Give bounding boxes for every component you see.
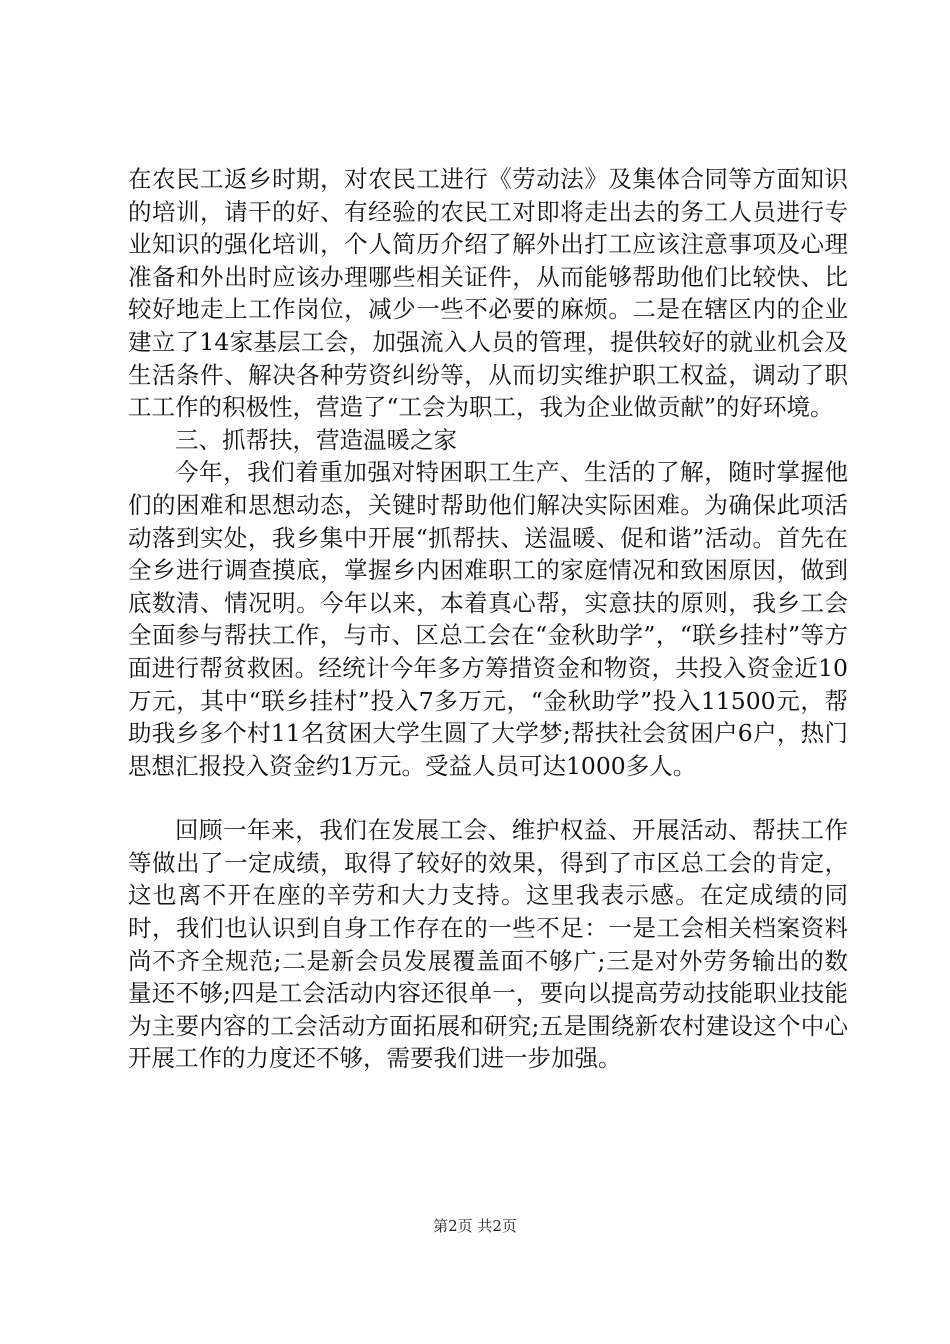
paragraph-training: 在农民工返乡时期，对农民工进行《劳动法》及集体合同等方面知识的培训，请干的好、有经验的农民工对即将走出去的务工人员进行专业知识的强化培训，个人简历介绍了解外出打工应该注意事项及心理准备和外出时应该办理哪些相关证件，从而能够帮助他们比较快、比较好地走上工作岗位，减少一些不必要的麻烦。二是在辖区内的企业建立了14家基层工会，加强流入人员的管理，提供较好的就业机会及生活条件、解决各种劳资纠纷等，从而切实维护职工权益，调动了职工工作的积极性，营造了“工会为职工，我为企业做贡献”的好环境。 [128, 165, 848, 422]
paragraph-review: 回顾一年来，我们在发展工会、维护权益、开展活动、帮扶工作等做出了一定成绩，取得了较好的效果，得到了市区总工会的肯定，这也离不开在座的辛劳和大力支持。这里我表示感。在定成绩的同时，我们也认识到自身工作存在的一些不足：一是工会相关档案资料尚不齐全规范;二是新会员发展覆盖面不够广;三是对外劳务输出的数量还不够;四是工会活动内容还很单一，要向以提高劳动技能职业技能为主要内容的工会活动方面拓展和研究;五是围绕新农村建设这个中心开展工作的力度还不够，需要我们进一步加强。 [128, 816, 848, 1073]
paragraph-assistance: 今年，我们着重加强对特困职工生产、生活的了解，随时掌握他们的困难和思想动态，关键时帮助他们解决实际困难。为确保此项活动落到实处，我乡集中开展“抓帮扶、送温暖、促和谐”活动。首先在全乡进行调查摸底，掌握乡内困难职工的家庭情况和致困原因，做到底数清、情况明。今年以来，本着真心帮，实意扶的原则，我乡工会全面参与帮扶工作，与市、区总工会在“金秋助学”，“联乡挂村”等方面进行帮贫救困。经统计今年多方筹措资金和物资，共投入资金近10万元，其中“联乡挂村”投入7多万元，“金秋助学”投入11500元，帮助我乡多个村11名贫困大学生圆了大学梦;帮扶社会贫困户6户，热门思想汇报投入资金约1万元。受益人员可达1000多人。 [128, 458, 848, 780]
paragraph-gap [128, 782, 848, 814]
section-heading: 三、抓帮扶，营造温暖之家 [175, 425, 457, 454]
document-body [128, 163, 848, 1075]
page-footer: 第2页 共2页 [433, 1217, 517, 1235]
